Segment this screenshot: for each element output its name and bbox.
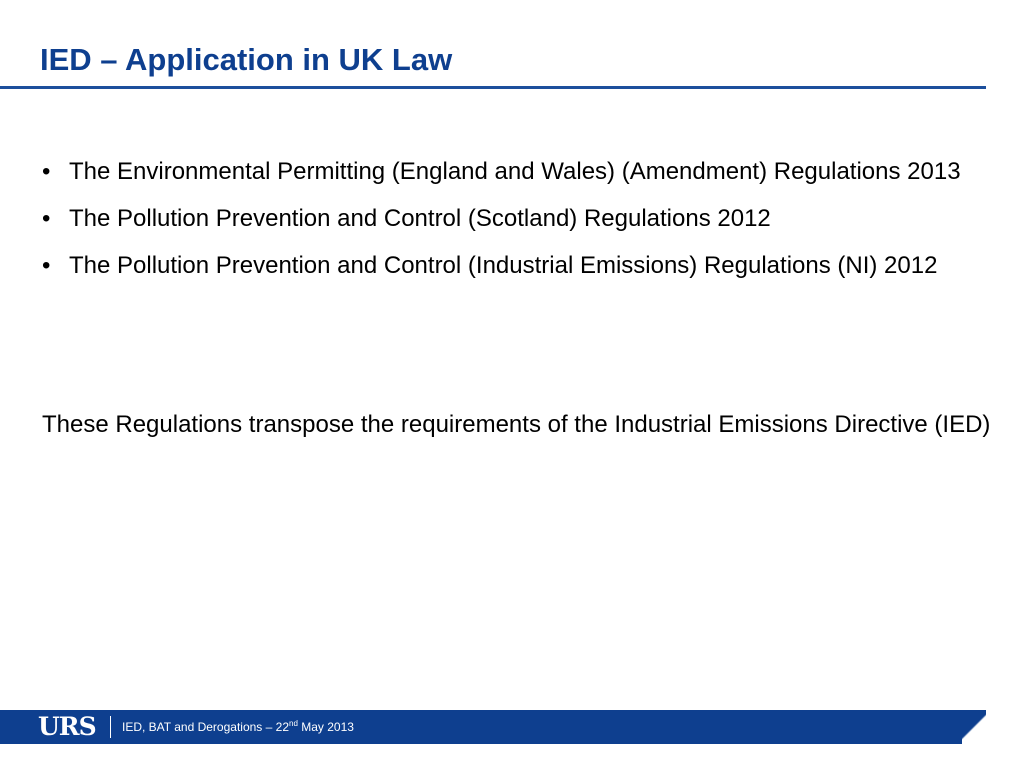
bullet-marker: • [42, 252, 51, 279]
bullet-marker: • [42, 205, 51, 232]
footer-caption-date: May 2013 [297, 720, 354, 734]
bullet-item [42, 249, 992, 282]
bullet-text: The Environmental Permitting (England and Wales) (Amendment) Regulations 2013 [69, 158, 961, 185]
bullet-item [42, 202, 992, 235]
footer-corner-fold [962, 710, 986, 744]
bullet-list [42, 155, 992, 296]
bullet-text: The Pollution Prevention and Control (Scotland) Regulations 2012 [69, 205, 771, 232]
footer-caption-main: IED, BAT and Derogations – 22 [122, 720, 289, 734]
bullet-marker: • [42, 158, 51, 185]
title-divider [0, 86, 986, 89]
urs-logo [38, 714, 96, 740]
footer-caption [122, 719, 354, 735]
bullet-text: The Pollution Prevention and Control (Industrial Emissions) Regulations (NI) 2012 [69, 252, 938, 279]
slide-title: IED – Application in UK Law [40, 42, 453, 77]
footer-caption-ordinal: nd [289, 719, 298, 728]
logo-text: URS [38, 712, 96, 741]
footer-separator [110, 716, 111, 738]
footer-bar [0, 710, 986, 744]
summary-paragraph: These Regulations transpose the requirements of the Industrial Emissions Directive (IED) [42, 411, 991, 438]
bullet-item [42, 155, 992, 188]
